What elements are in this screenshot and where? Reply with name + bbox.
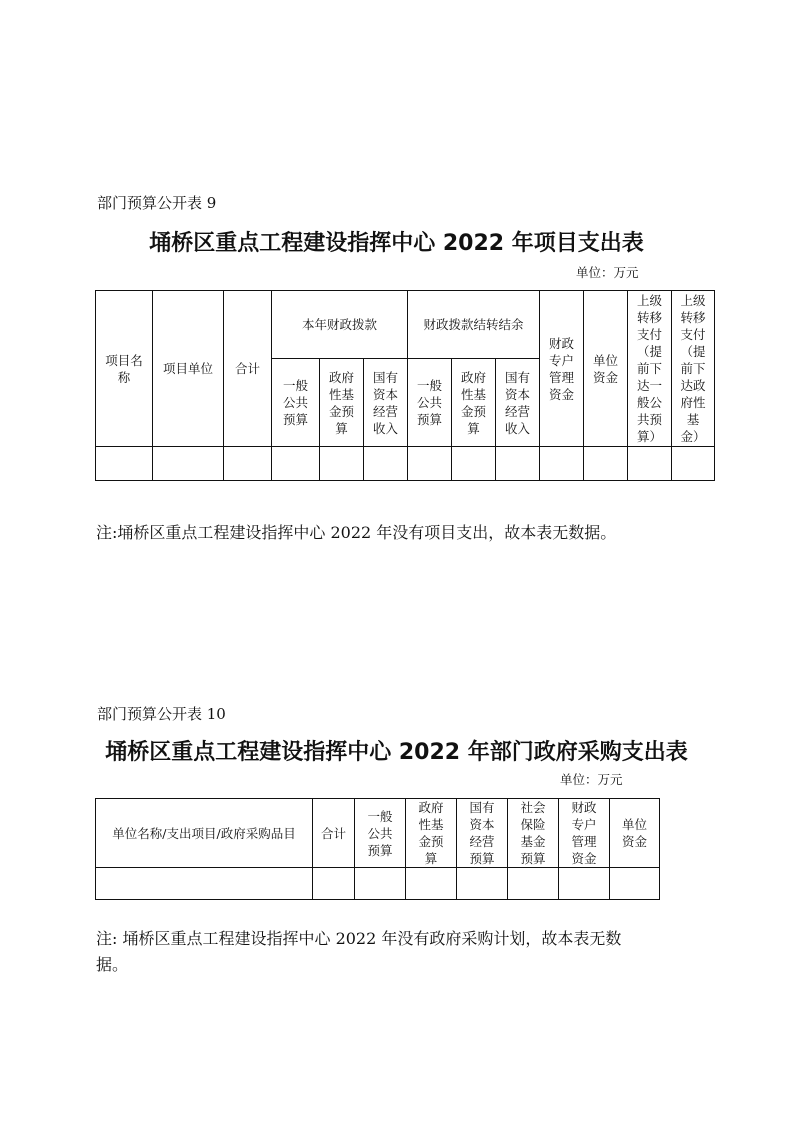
table-cell bbox=[224, 447, 272, 481]
procurement-expenditure-table bbox=[95, 798, 660, 900]
table-row bbox=[96, 868, 660, 900]
table-cell bbox=[313, 868, 355, 900]
table-cell bbox=[408, 447, 452, 481]
table-label-10: 部门预算公开表 10 bbox=[97, 705, 226, 723]
table-cell bbox=[96, 868, 313, 900]
header-transfer-fund: 上级 转移 支付 （提 前下 达政 府性 基 金） bbox=[672, 291, 715, 447]
header-sub-state-capital: 国有 资本 经营 收入 bbox=[496, 359, 540, 447]
table-cell bbox=[540, 447, 584, 481]
header-special-account-funds: 财政 专户 管理 资金 bbox=[540, 291, 584, 447]
header-state-capital: 国有 资本 经营 预算 bbox=[457, 799, 508, 868]
header-sub-general-budget: 一般 公共 预算 bbox=[272, 359, 320, 447]
page-title-project-expenditure: 埇桥区重点工程建设指挥中心 2022 年项目支出表 bbox=[149, 231, 644, 256]
header-sub-gov-fund: 政府 性基 金预 算 bbox=[320, 359, 364, 447]
header-unit-funds: 单位 资金 bbox=[610, 799, 660, 868]
header-social-insurance: 社会 保险 基金 预算 bbox=[508, 799, 559, 868]
header-carryover-balance: 财政拨款结转结余 bbox=[408, 291, 540, 359]
note-project-expenditure: 注:埇桥区重点工程建设指挥中心 2022 年没有项目支出，故本表无数据。 bbox=[96, 523, 617, 542]
table-cell bbox=[320, 447, 364, 481]
unit-label: 单位：万元 bbox=[560, 772, 623, 787]
table-cell bbox=[508, 868, 559, 900]
header-sub-general-budget: 一般 公共 预算 bbox=[408, 359, 452, 447]
header-current-year-appropriation: 本年财政拨款 bbox=[272, 291, 408, 359]
table-cell bbox=[153, 447, 224, 481]
table-cell bbox=[355, 868, 406, 900]
table-cell bbox=[96, 447, 153, 481]
table-cell bbox=[406, 868, 457, 900]
header-unit-item-name: 单位名称/支出项目/政府采购品目 bbox=[96, 799, 313, 868]
header-project-name: 项目名 称 bbox=[96, 291, 153, 447]
table-cell bbox=[628, 447, 672, 481]
table-label-9: 部门预算公开表 9 bbox=[97, 194, 217, 212]
table-row bbox=[96, 447, 715, 481]
table-cell bbox=[452, 447, 496, 481]
header-transfer-general: 上级 转移 支付 （提 前下 达一 般公 共预 算） bbox=[628, 291, 672, 447]
project-expenditure-table bbox=[95, 290, 715, 481]
table-cell bbox=[584, 447, 628, 481]
header-unit-funds: 单位 资金 bbox=[584, 291, 628, 447]
header-total: 合计 bbox=[313, 799, 355, 868]
header-special-account-funds: 财政 专户 管理 资金 bbox=[559, 799, 610, 868]
table-cell bbox=[272, 447, 320, 481]
header-sub-gov-fund: 政府 性基 金预 算 bbox=[452, 359, 496, 447]
header-total: 合计 bbox=[224, 291, 272, 447]
table-cell bbox=[559, 868, 610, 900]
table-cell bbox=[672, 447, 715, 481]
page-title-procurement-expenditure: 埇桥区重点工程建设指挥中心 2022 年部门政府采购支出表 bbox=[105, 740, 688, 765]
note-procurement-expenditure: 注: 埇桥区重点工程建设指挥中心 2022 年没有政府采购计划，故本表无数 据。 bbox=[96, 929, 622, 974]
unit-label: 单位：万元 bbox=[576, 265, 639, 280]
table-cell bbox=[496, 447, 540, 481]
header-project-unit: 项目单位 bbox=[153, 291, 224, 447]
table-cell bbox=[457, 868, 508, 900]
header-general-budget: 一般 公共 预算 bbox=[355, 799, 406, 868]
table-cell bbox=[610, 868, 660, 900]
header-sub-state-capital: 国有 资本 经营 收入 bbox=[364, 359, 408, 447]
table-cell bbox=[364, 447, 408, 481]
header-gov-fund: 政府 性基 金预 算 bbox=[406, 799, 457, 868]
